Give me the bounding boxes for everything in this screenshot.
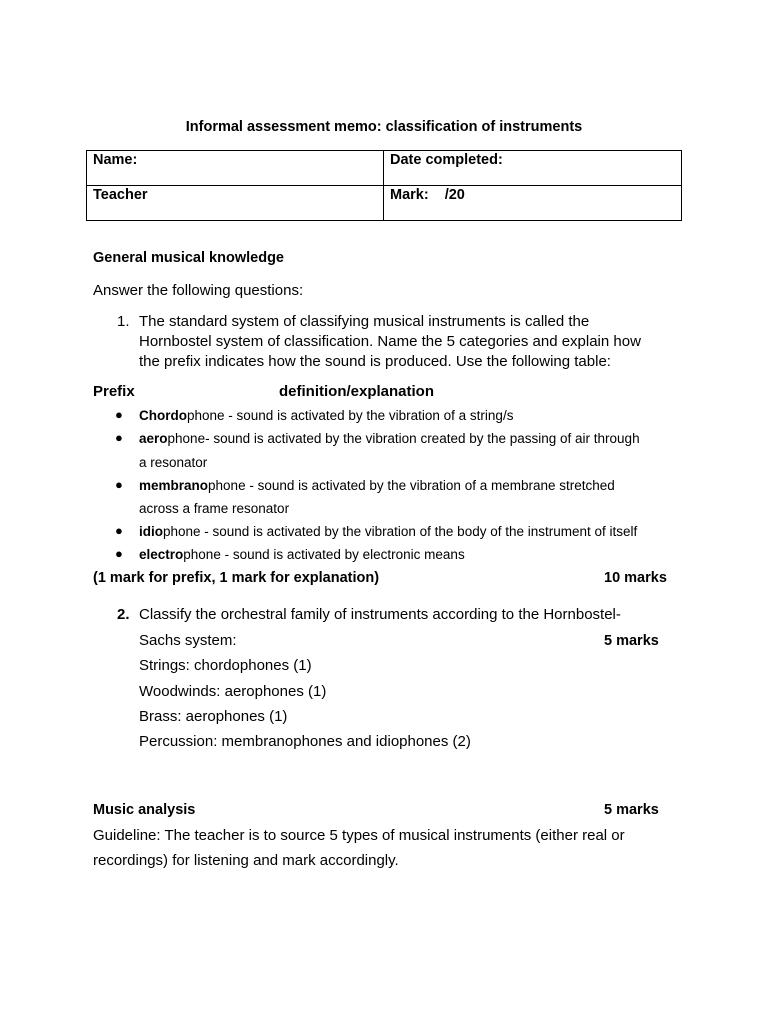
question-1-number: 1. <box>117 313 130 330</box>
bullet-item <box>139 547 465 562</box>
bullet-text: phone - sound is activated by the vibration of a string/s <box>187 408 514 423</box>
bullet-icon: ● <box>115 407 123 422</box>
bullet-continuation: a resonator <box>139 455 208 470</box>
question-1-marks: 10 marks <box>604 570 667 586</box>
prefix-header: Prefix <box>93 383 135 400</box>
answer-item: Woodwinds: aerophones (1) <box>139 683 327 700</box>
section-heading-music-analysis: Music analysis <box>93 802 196 818</box>
mark-note: (1 mark for prefix, 1 mark for explanation) <box>93 570 380 586</box>
bullet-icon: ● <box>115 477 123 492</box>
bullet-continuation: across a frame resonator <box>139 501 290 516</box>
teacher-cell: Teacher <box>87 186 384 221</box>
bullet-prefix: electro <box>139 547 184 562</box>
mark-label: Mark: <box>390 187 429 203</box>
bullet-item <box>139 524 637 539</box>
name-cell: Name: <box>87 151 384 186</box>
question-1-line: Hornbostel system of classification. Name the 5 categories and explain how <box>139 333 641 350</box>
music-analysis-marks: 5 marks <box>604 802 659 818</box>
bullet-prefix: Chordo <box>139 408 187 423</box>
bullet-prefix: aero <box>139 431 168 446</box>
answer-item: Percussion: membranophones and idiophones (2) <box>139 733 471 750</box>
bullet-text: phone - sound is activated by electronic means <box>183 547 465 562</box>
mark-cell <box>384 186 682 221</box>
answer-item: Strings: chordophones (1) <box>139 657 312 674</box>
definition-header: definition/explanation <box>279 383 435 400</box>
question-1-line: the prefix indicates how the sound is produced. Use the following table: <box>139 353 611 370</box>
bullet-item <box>139 431 640 446</box>
intro-text: Answer the following questions: <box>93 282 304 299</box>
date-completed-cell: Date completed: <box>384 151 682 186</box>
question-2-line: Classify the orchestral family of instruments according to the Hornbostel- <box>139 606 621 623</box>
mark-total: /20 <box>444 187 465 203</box>
bullet-item <box>139 478 615 493</box>
bullet-icon: ● <box>115 546 123 561</box>
bullet-icon: ● <box>115 523 123 538</box>
bullet-text: phone - sound is activated by the vibration of the body of the instrument of itself <box>163 524 638 539</box>
info-table <box>86 150 682 221</box>
question-1-line: The standard system of classifying musical instruments is called the <box>139 313 590 330</box>
bullet-prefix: idio <box>139 524 163 539</box>
question-2-marks: 5 marks <box>604 633 659 649</box>
bullet-text: phone- sound is activated by the vibration created by the passing of air through <box>167 431 640 446</box>
section-heading-general: General musical knowledge <box>93 250 284 266</box>
guideline-line: recordings) for listening and mark accordingly. <box>93 852 399 869</box>
question-2-number: 2. <box>117 606 130 623</box>
bullet-text: phone - sound is activated by the vibration of a membrane stretched <box>208 478 615 493</box>
guideline-line: Guideline: The teacher is to source 5 types of musical instruments (either real or <box>93 827 625 844</box>
bullet-item <box>139 408 513 423</box>
bullet-prefix: membrano <box>139 478 209 493</box>
answer-item: Brass: aerophones (1) <box>139 708 288 725</box>
bullet-icon: ● <box>115 430 123 445</box>
question-2-line: Sachs system: <box>139 632 237 649</box>
document-title: Informal assessment memo: classification of instruments <box>185 119 583 135</box>
